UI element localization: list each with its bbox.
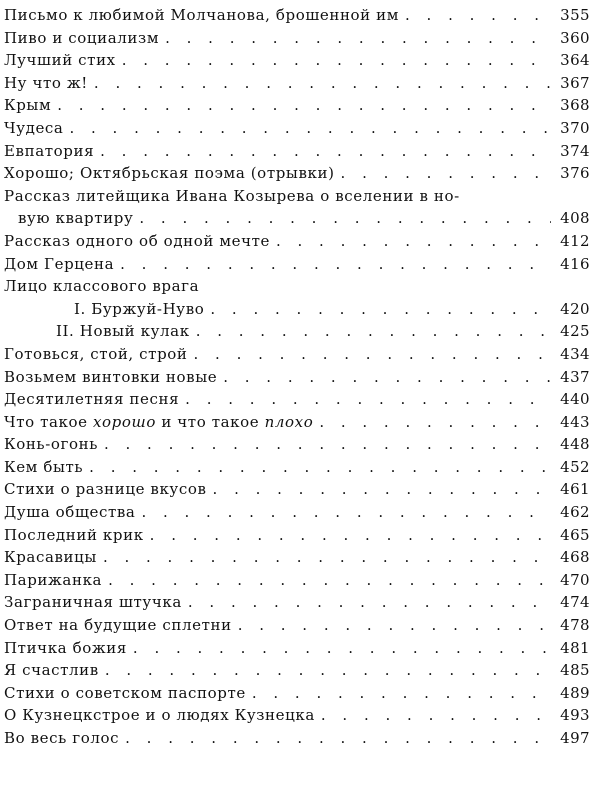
- toc-entry-page: 474: [560, 593, 590, 612]
- toc-entry-title: Последний крик: [4, 525, 144, 544]
- dot-leader: [223, 366, 551, 389]
- toc-entry: [4, 72, 590, 95]
- toc-entry-title: Красавицы: [4, 548, 97, 567]
- dot-leader: [69, 117, 551, 140]
- toc-entry: [4, 94, 590, 117]
- dot-leader: [150, 524, 551, 547]
- toc-entry-title: Ответ на будущие сплетни: [4, 616, 232, 635]
- toc-title-part: и что такое: [155, 412, 265, 431]
- toc-entry: [4, 546, 590, 569]
- toc-entry: [4, 253, 590, 276]
- toc-entry-title: Душа общества: [4, 503, 136, 522]
- dot-leader: [94, 72, 551, 95]
- dot-leader: [341, 162, 551, 185]
- toc-entry-page: 465: [560, 525, 590, 544]
- toc-entry-continuation: [4, 207, 590, 230]
- toc-entry: [4, 433, 590, 456]
- dot-leader: [57, 94, 551, 117]
- dot-leader: [133, 637, 551, 660]
- dot-leader: [188, 591, 551, 614]
- toc-entry: [4, 727, 590, 750]
- toc-entry-title: II. Новый кулак: [56, 322, 190, 341]
- toc-entry-page: 420: [560, 299, 590, 318]
- toc-entry-page: 368: [560, 96, 590, 115]
- toc-entry-title: [4, 411, 313, 434]
- toc-entry-title: Птичка божия: [4, 638, 127, 657]
- dot-leader: [194, 343, 552, 366]
- toc-entry-title: Во весь голос: [4, 729, 120, 747]
- dot-leader: [238, 614, 551, 637]
- toc-entry: [4, 185, 590, 208]
- toc-entry-title: Ну что ж!: [4, 73, 88, 92]
- dot-leader: [89, 456, 551, 479]
- toc-entry-page: 408: [560, 209, 590, 228]
- toc-entry-title: Стихи о советском паспорте: [4, 683, 246, 702]
- toc-entry-page: 367: [560, 73, 590, 92]
- dot-leader: [185, 388, 551, 411]
- toc-section-heading: [4, 275, 590, 298]
- dot-leader: [196, 320, 551, 343]
- toc-entry-page: 462: [560, 503, 590, 522]
- toc-entry-title: Евпатория: [4, 141, 95, 160]
- toc-entry-page: 355: [560, 6, 590, 24]
- toc-entry-page: 470: [560, 570, 590, 589]
- toc-entry: [4, 524, 590, 547]
- dot-leader: [321, 704, 551, 727]
- toc-entry: [4, 230, 590, 253]
- toc-entry: [4, 682, 590, 705]
- toc-entry-title: Стихи о разнице вкусов: [4, 480, 207, 499]
- toc-entry-page: 443: [560, 412, 590, 431]
- toc-entry-page: 448: [560, 435, 590, 454]
- toc-entry-title: Возьмем винтовки новые: [4, 367, 218, 386]
- dot-leader: [125, 727, 551, 750]
- dot-leader: [105, 659, 551, 682]
- toc-entry: [4, 591, 590, 614]
- dot-leader: [141, 501, 551, 524]
- toc-entry-page: 376: [560, 164, 590, 183]
- dot-leader: [108, 569, 551, 592]
- toc-entry: [4, 501, 590, 524]
- toc-subentry: [4, 320, 590, 343]
- toc-entry: [4, 117, 590, 140]
- toc-entry-title: Кем быть: [4, 457, 84, 476]
- toc-entry-title: Чудеса: [4, 118, 64, 137]
- toc-entry-title: I. Буржуй-Нуво: [74, 299, 205, 318]
- dot-leader: [122, 49, 551, 72]
- dot-leader: [104, 433, 551, 456]
- dot-leader: [276, 230, 551, 253]
- toc-entry-page: 440: [560, 390, 590, 409]
- toc-entry: [4, 456, 590, 479]
- dot-leader: [405, 4, 551, 27]
- toc-title-part: Что такое: [4, 412, 93, 431]
- toc-entry: [4, 49, 590, 72]
- toc-entry-title: Я счастлив: [4, 661, 99, 680]
- dot-leader: [103, 546, 551, 569]
- toc-entry-title: вую квартиру: [18, 209, 134, 228]
- toc-entry: [4, 411, 590, 434]
- toc-entry: [4, 140, 590, 163]
- toc-entry-title: Лицо классового врага: [4, 277, 200, 296]
- toc-entry-page: 468: [560, 548, 590, 567]
- dot-leader: [210, 298, 551, 321]
- toc-entry-page: 425: [560, 322, 590, 341]
- toc-entry: [4, 4, 590, 27]
- toc-entry-title: Рассказ литейщика Ивана Козырева о вселении в но-: [4, 186, 460, 205]
- dot-leader: [213, 478, 551, 501]
- toc-entry: [4, 388, 590, 411]
- toc-list: [4, 4, 590, 750]
- toc-entry-page: 452: [560, 457, 590, 476]
- toc-entry-page: 374: [560, 141, 590, 160]
- toc-entry: [4, 569, 590, 592]
- toc-entry: [4, 366, 590, 389]
- toc-entry-page: 416: [560, 254, 590, 273]
- toc-entry-page: 370: [560, 118, 590, 137]
- toc-subentry: [4, 298, 590, 321]
- toc-entry-page: 485: [560, 661, 590, 680]
- toc-entry-title: О Кузнецкстрое и о людях Кузнецка: [4, 706, 315, 725]
- toc-entry-title: Парижанка: [4, 570, 103, 589]
- toc-entry-title: Десятилетняя песня: [4, 390, 180, 409]
- toc-entry: [4, 343, 590, 366]
- toc-entry-page: 461: [560, 480, 590, 499]
- toc-entry: [4, 614, 590, 637]
- toc-entry-page: 360: [560, 28, 590, 47]
- toc-entry-title: Конь-огонь: [4, 435, 98, 454]
- toc-entry-page: 364: [560, 51, 590, 70]
- dot-leader: [100, 140, 551, 163]
- toc-entry-page: 493: [560, 706, 590, 725]
- toc-entry-title: Рассказ одного об одной мечте: [4, 231, 270, 250]
- toc-entry-title: Крым: [4, 96, 52, 115]
- toc-entry: [4, 659, 590, 682]
- toc-entry-title: Пиво и социализм: [4, 28, 160, 47]
- dot-leader: [252, 682, 551, 705]
- toc-entry-title: Готовься, стой, строй: [4, 344, 188, 363]
- toc-title-italic: плохо: [264, 412, 314, 431]
- toc-title-italic: хорошо: [92, 412, 156, 431]
- toc-entry: [4, 162, 590, 185]
- dot-leader: [139, 207, 551, 230]
- toc-entry-page: 489: [560, 683, 590, 702]
- toc-entry-page: 434: [560, 344, 590, 363]
- toc-entry-page: 481: [560, 638, 590, 657]
- toc-entry: [4, 637, 590, 660]
- toc-entry-title: Хорошо; Октябрьская поэма (отрывки): [4, 164, 335, 183]
- dot-leader: [120, 253, 551, 276]
- toc-entry-page: 478: [560, 616, 590, 635]
- toc-entry-page: 412: [560, 231, 590, 250]
- toc-entry-title: Дом Герцена: [4, 254, 115, 273]
- toc-entry-title: Письмо к любимой Молчанова, брошенной им: [4, 6, 400, 24]
- toc-entry-page: 497: [560, 729, 590, 747]
- toc-entry-title: Заграничная штучка: [4, 593, 182, 612]
- toc-entry: [4, 478, 590, 501]
- toc-entry: [4, 27, 590, 50]
- toc-entry-page: 437: [560, 367, 590, 386]
- dot-leader: [165, 27, 551, 50]
- toc-entry-title: Лучший стих: [4, 51, 116, 70]
- dot-leader: [319, 411, 551, 434]
- toc-entry: [4, 704, 590, 727]
